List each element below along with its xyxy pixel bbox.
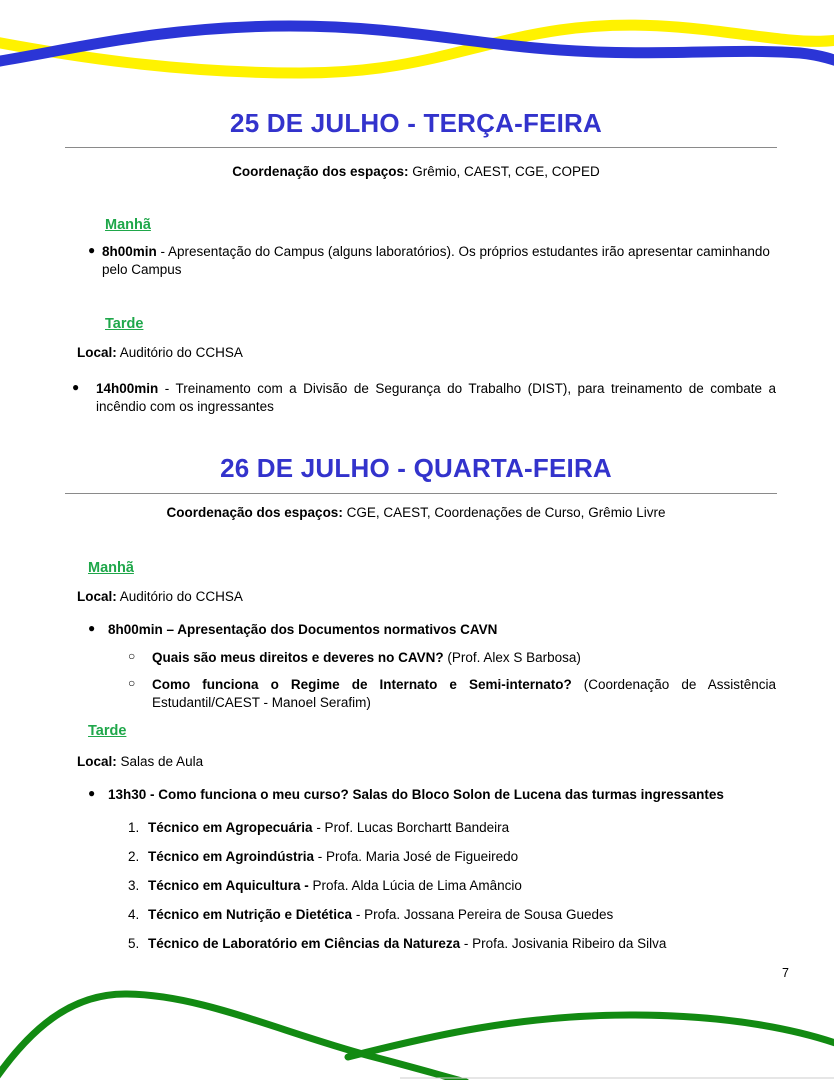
course-text xyxy=(148,906,776,924)
course-teacher: - Profa. Josivania Ribeiro da Silva xyxy=(460,936,667,951)
course-teacher: - Profa. Jossana Pereira de Sousa Guedes xyxy=(352,907,614,922)
day-1-rule xyxy=(65,147,777,148)
day-2-tarde-item-1 xyxy=(88,786,776,804)
bullet-text xyxy=(96,380,776,416)
course-name: Técnico de Laboratório em Ciências da Natureza xyxy=(148,936,461,951)
course-number: 1. xyxy=(128,820,140,835)
course-text xyxy=(148,819,776,837)
footer-wave-decoration xyxy=(0,970,834,1080)
page-number: 7 xyxy=(782,966,789,980)
subitem-question: Como funciona o Regime de Internato e Semi-internato? xyxy=(152,677,572,692)
day-1-coordination xyxy=(57,163,775,181)
course-list-item-3 xyxy=(128,877,776,895)
period-label: Tarde xyxy=(105,316,144,332)
day-2-tarde-local xyxy=(77,753,777,771)
day-2-manha-subitem-1 xyxy=(128,649,776,667)
green-wave-arc-right xyxy=(348,1015,834,1057)
course-text xyxy=(148,877,776,895)
day-2-rule xyxy=(65,493,777,494)
course-teacher: - Prof. Lucas Borchartt Bandeira xyxy=(312,820,510,835)
day-2-coordination xyxy=(57,504,775,522)
bullet-circle-icon: ○ xyxy=(128,676,136,690)
period-heading-manha-1 xyxy=(105,216,151,234)
item-time: 8h00min xyxy=(102,244,157,259)
course-number: 5. xyxy=(128,936,140,951)
item-time: 13h30 - Como funciona o meu curso? Salas do Bloco Solon de Lucena das turmas ingressantes xyxy=(108,787,724,802)
day-1-tarde-item-1 xyxy=(72,380,776,416)
day-1-manha-item-1 xyxy=(88,243,776,279)
blue-wave-path xyxy=(0,26,834,64)
course-list-item-2 xyxy=(128,848,776,866)
subitem-detail: (Prof. Alex S Barbosa) xyxy=(443,650,581,665)
day-2-coordination-value: CGE, CAEST, Coordenações de Curso, Grêmio Livre xyxy=(342,505,666,520)
day-1-title: 25 DE JULHO - TERÇA-FEIRA xyxy=(230,108,602,138)
local-value: Auditório do CCHSA xyxy=(116,589,243,604)
course-name: Técnico em Aquicultura - xyxy=(148,878,309,893)
local-label: Local: xyxy=(77,345,117,360)
item-time: 14h00min xyxy=(96,381,159,396)
bullet-disc-icon: ● xyxy=(72,380,80,394)
course-number: 2. xyxy=(128,849,140,864)
bullet-circle-icon: ○ xyxy=(128,649,136,663)
period-heading-tarde-2 xyxy=(88,722,126,740)
subitem-detail: (Coordenação de Assistência Estudantil/CAEST - Manoel Serafim) xyxy=(152,677,776,710)
day-2-manha-item-1 xyxy=(88,621,776,639)
subitem-question: Quais são meus direitos e deveres no CAVN? xyxy=(152,650,444,665)
period-heading-manha-2 xyxy=(88,559,134,577)
period-heading-tarde-1 xyxy=(105,315,143,333)
course-teacher: Profa. Alda Lúcia de Lima Amâncio xyxy=(308,878,522,893)
yellow-wave-path xyxy=(0,25,834,73)
period-label: Manhã xyxy=(105,217,151,233)
day-1-coordination-value: Grêmio, CAEST, CGE, COPED xyxy=(408,164,600,179)
course-teacher: - Profa. Maria José de Figueiredo xyxy=(314,849,519,864)
period-label: Manhã xyxy=(88,560,134,576)
item-text: - Treinamento com a Divisão de Segurança do Trabalho (DIST), para treinamento de combate a incêndio com os ingressantes xyxy=(96,381,776,414)
day-2-manha-subitem-2 xyxy=(128,676,776,712)
subitem-text xyxy=(152,649,776,667)
course-name: Técnico em Agropecuária xyxy=(148,820,313,835)
course-number: 3. xyxy=(128,878,140,893)
local-label: Local: xyxy=(77,754,117,769)
course-text xyxy=(148,935,776,953)
day-2-title: 26 DE JULHO - QUARTA-FEIRA xyxy=(220,453,612,483)
day-1-coordination-label: Coordenação dos espaços: xyxy=(232,164,409,179)
local-value: Salas de Aula xyxy=(116,754,204,769)
bullet-disc-icon: ● xyxy=(88,621,96,635)
green-wave-arc-left xyxy=(0,994,466,1080)
local-value: Auditório do CCHSA xyxy=(116,345,243,360)
course-name: Técnico em Nutrição e Dietética xyxy=(148,907,353,922)
period-label: Tarde xyxy=(88,723,127,739)
subitem-text xyxy=(152,676,776,712)
course-list-item-1 xyxy=(128,819,776,837)
day-1-tarde-local xyxy=(77,344,777,362)
bullet-disc-icon: ● xyxy=(88,786,96,800)
day-2-coordination-label: Coordenação dos espaços: xyxy=(166,505,343,520)
course-list-item-4 xyxy=(128,906,776,924)
day-2-manha-local xyxy=(77,588,777,606)
item-time: 8h00min – Apresentação dos Documentos normativos CAVN xyxy=(108,622,498,637)
bullet-disc-icon: ● xyxy=(88,243,96,257)
course-name: Técnico em Agroindústria xyxy=(148,849,315,864)
course-text xyxy=(148,848,776,866)
header-wave-decoration xyxy=(0,0,834,95)
item-text: - Apresentação do Campus (alguns laboratórios). Os próprios estudantes irão apresentar caminhando pelo Campus xyxy=(102,244,770,277)
course-list-item-5 xyxy=(128,935,776,953)
local-label: Local: xyxy=(77,589,117,604)
bullet-text xyxy=(102,243,776,279)
course-number: 4. xyxy=(128,907,140,922)
